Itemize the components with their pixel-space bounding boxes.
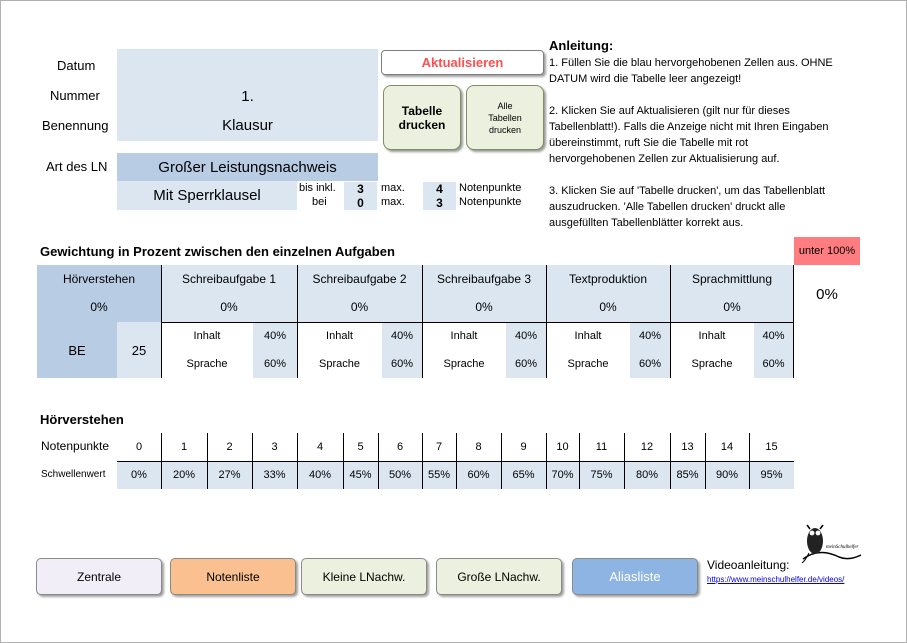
benennung-label: Benennung xyxy=(42,118,109,133)
notenpunkte-cell: 15 xyxy=(765,441,778,453)
inhalt-percent[interactable]: 40% xyxy=(506,322,546,350)
schwellenwert-cell[interactable]: 60% xyxy=(456,461,501,489)
sprache-label: Sprache xyxy=(691,358,733,370)
zentrale-button[interactable]: Zentrale xyxy=(36,558,162,595)
notenpunkte-cell: 0 xyxy=(135,441,143,453)
notenpunkte-cell: 12 xyxy=(640,441,654,453)
task-name: Schreibaufgabe 2 xyxy=(312,272,407,286)
art-des-ln-select[interactable]: Großer Leistungsnachweis xyxy=(117,153,378,181)
task-name: Schreibaufgabe 1 xyxy=(181,272,277,286)
kleine-lnachw-button[interactable]: Kleine LNachw. xyxy=(301,558,427,595)
anleitung-line: hervorgehobenen Zellen zur Aktualisierung auf. xyxy=(549,153,780,165)
notenpunkte-cell: 11 xyxy=(595,441,608,453)
task-pct: 0% xyxy=(90,300,108,314)
sprache-label: Sprache xyxy=(567,358,609,370)
alle-label-2: Tabellen xyxy=(488,112,522,123)
nummer-label: Nummer xyxy=(50,88,100,103)
anleitung-title: Anleitung: xyxy=(549,38,614,53)
anleitung-line: Tabellenblatt!). Falls die Anzeige nicht mit Ihren Eingaben xyxy=(549,121,829,133)
schwellenwert-cell[interactable]: 40% xyxy=(297,461,343,489)
schwellenwert-cell[interactable]: 70% xyxy=(546,461,579,489)
videoanleitung-link[interactable]: https://www.meinschulhelfer.de/videos/ xyxy=(707,575,845,584)
task-pct: 0% xyxy=(220,300,238,314)
sperrklausel-select[interactable]: Mit Sperrklausel xyxy=(117,181,297,210)
inhalt-percent[interactable]: 40% xyxy=(630,322,670,350)
datum-label: Datum xyxy=(57,58,96,73)
notenpunkte-cell: 13 xyxy=(681,441,694,453)
aliasliste-button[interactable]: Aliasliste xyxy=(572,558,698,595)
notenpunkte-cell: 10 xyxy=(556,441,569,453)
sprache-percent[interactable]: 60% xyxy=(630,350,670,378)
anleitung-line: DATUM wird die Tabelle leer angezeigt! xyxy=(549,73,742,85)
anleitung-line: 2. Klicken Sie auf Aktualisieren (gilt nur für dieses xyxy=(549,105,790,117)
anleitung-line: übereinstimmt, ruft Sie die Tabelle mit rot xyxy=(549,137,749,149)
task-name: Schreibaufgabe 3 xyxy=(436,272,532,286)
max-label-1: max. xyxy=(381,182,405,194)
schwellenwert-cell[interactable]: 95% xyxy=(749,461,794,489)
task-name: Sprachmittlung xyxy=(691,272,773,286)
hoerverstehen-title: Hörverstehen xyxy=(40,412,124,427)
sprache-percent[interactable]: 60% xyxy=(253,350,297,378)
bis-inkl-input[interactable]: 3 xyxy=(344,182,377,196)
anleitung-line: 1. Füllen Sie die blau hervorgehobenen Zellen aus. OHNE xyxy=(549,57,833,69)
notenpunkte-cell: 1 xyxy=(180,441,188,453)
inhalt-label: Inhalt xyxy=(193,330,221,342)
tabelle-drucken-label-1: Tabelle xyxy=(401,103,443,118)
inhalt-percent[interactable]: 40% xyxy=(253,322,297,350)
schwellenwert-cell[interactable]: 90% xyxy=(705,461,749,489)
bei-input[interactable]: 0 xyxy=(344,196,377,210)
notenpunkte-cell: 8 xyxy=(475,441,482,453)
max-input-2[interactable]: 3 xyxy=(423,196,456,210)
notenpunkte-label-1: Notenpunkte xyxy=(459,182,522,194)
alle-tabellen-drucken-button[interactable] xyxy=(466,85,544,150)
videoanleitung-label: Videoanleitung: xyxy=(707,558,790,572)
task-name: Textproduktion xyxy=(568,272,648,286)
notenpunkte-label-2: Notenpunkte xyxy=(459,196,522,208)
schwellenwert-cell[interactable]: 27% xyxy=(207,461,252,489)
notenpunkte-cell: 6 xyxy=(396,441,404,453)
schwellenwert-cell[interactable]: 65% xyxy=(501,461,546,489)
be-label: BE xyxy=(68,342,86,358)
sprache-percent[interactable]: 60% xyxy=(754,350,793,378)
anleitung-line: 3. Klicken Sie auf 'Tabelle drucken', um das Tabellenblatt xyxy=(549,185,826,197)
schwellenwert-cell[interactable]: 85% xyxy=(670,461,705,489)
schwellenwert-cell[interactable]: 55% xyxy=(422,461,456,489)
schwellenwert-row-label: Schwellenwert xyxy=(41,469,106,480)
max-input-1[interactable]: 4 xyxy=(423,182,456,196)
bis-inkl-label: bis inkl. xyxy=(299,182,336,194)
notenpunkte-cell: 7 xyxy=(435,441,443,453)
be-value[interactable]: 25 xyxy=(131,342,147,358)
notenpunkte-cell: 3 xyxy=(271,441,278,453)
tabelle-drucken-label-2: drucken xyxy=(398,117,446,132)
max-label-2: max. xyxy=(381,196,405,208)
sprache-percent[interactable]: 60% xyxy=(382,350,422,378)
grosse-lnachw-button[interactable]: Große LNachw. xyxy=(436,558,562,595)
schwellenwert-cell[interactable]: 50% xyxy=(378,461,422,489)
inhalt-percent[interactable]: 40% xyxy=(382,322,422,350)
notenpunkte-cell: 2 xyxy=(226,441,233,453)
schwellenwert-cell[interactable]: 80% xyxy=(624,461,670,489)
inhalt-label: Inhalt xyxy=(326,330,353,342)
logo-text: meinSchulhelfer xyxy=(826,545,859,550)
tabelle-drucken-button[interactable] xyxy=(383,85,461,150)
schwellenwert-cell[interactable]: 0% xyxy=(117,461,161,489)
bei-label: bei xyxy=(312,196,327,208)
gewichtung-title: Gewichtung in Prozent zwischen den einzelnen Aufgaben xyxy=(40,244,395,259)
total-percent: 0% xyxy=(816,285,838,303)
anleitung-line: ausgefüllten Tabellenblätter korrekt aus. xyxy=(549,217,744,229)
inhalt-percent[interactable]: 40% xyxy=(754,322,793,350)
anleitung-line: auszudrucken. 'Alle Tabellen drucken' druckt alle xyxy=(549,201,786,213)
inhalt-label: Inhalt xyxy=(574,330,602,342)
notenpunkte-cell: 4 xyxy=(316,441,324,453)
inhalt-label: Inhalt xyxy=(450,330,478,342)
task-pct: 0% xyxy=(350,300,369,314)
inhalt-label: Inhalt xyxy=(698,330,726,342)
schwellenwert-cell[interactable]: 33% xyxy=(252,461,297,489)
nummer-value[interactable]: 1. xyxy=(241,87,254,105)
notenpunkte-cell: 5 xyxy=(357,441,364,453)
warning-badge: unter 100% xyxy=(794,237,860,265)
divider xyxy=(161,322,794,323)
schwellenwert-cell[interactable]: 45% xyxy=(343,461,378,489)
divider xyxy=(117,461,794,462)
art-des-ln-label: Art des LN xyxy=(46,159,108,174)
sprache-label: Sprache xyxy=(186,358,228,370)
notenpunkte-row-label: Notenpunkte xyxy=(41,439,110,453)
benennung-value[interactable]: Klausur xyxy=(222,116,273,134)
notenpunkte-cell: 14 xyxy=(720,441,734,453)
aktualisieren-button[interactable]: Aktualisieren xyxy=(381,50,544,75)
task-pct: 0% xyxy=(723,300,741,314)
owl-logo-icon xyxy=(799,517,863,569)
notenpunkte-cell: 9 xyxy=(520,441,527,453)
task-pct: 0% xyxy=(475,300,493,314)
sprache-label: Sprache xyxy=(319,358,360,370)
task-pct: 0% xyxy=(599,300,617,314)
task-name: Hörverstehen xyxy=(62,272,136,286)
alle-label-3: drucken xyxy=(488,124,522,135)
anleitung-text xyxy=(549,55,904,231)
schwellenwert-cell[interactable]: 75% xyxy=(579,461,624,489)
sprache-percent[interactable]: 60% xyxy=(506,350,546,378)
notenliste-button[interactable]: Notenliste xyxy=(170,558,296,595)
alle-label-1: Alle xyxy=(497,100,513,111)
sprache-label: Sprache xyxy=(443,358,485,370)
schwellenwert-cell[interactable]: 20% xyxy=(161,461,207,489)
